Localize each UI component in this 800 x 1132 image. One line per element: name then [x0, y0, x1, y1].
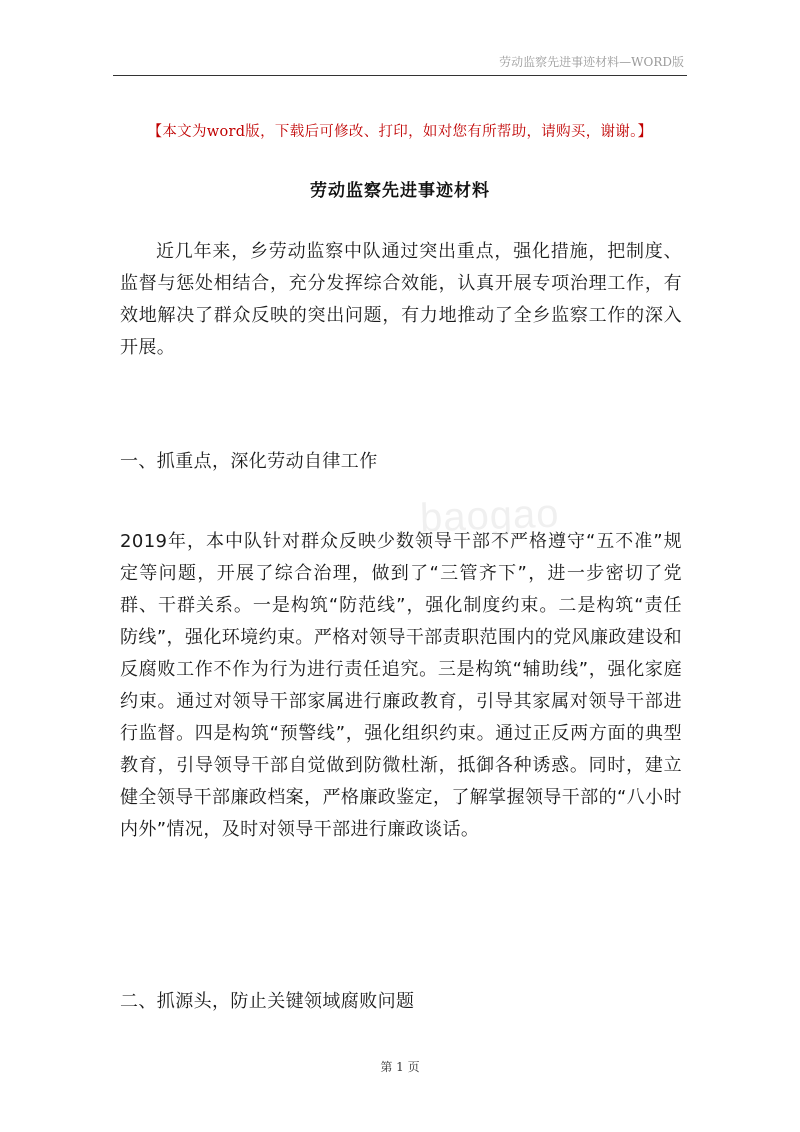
- header-divider: [113, 75, 687, 76]
- body-paragraph: 2019年，本中队针对群众反映少数领导干部不严格遵守“五不准”规定等问题，开展了综合治理，做到了“三管齐下”，进一步密切了党群、干群关系。一是构筑“防范线”，强化制度约束。二是构筑“责任防线”，强化环境约束。严格对领导干部责职范围内的党风廉政建设和反腐败工作不作为行为进行责任追究。三是构筑“辅助线”，强化家庭约束。通过对领导干部家属进行廉政教育，引导其家属对领导干部进行监督。四是构筑“预警线”，强化组织约束。通过正反两方面的典型教育，引导领导干部自觉做到防微杜渐，抵御各种诱惑。同时，建立健全领导干部廉政档案，严格廉政鉴定，了解掌握领导干部的“八小时内外”情况，及时对领导干部进行廉政谈话。: [120, 531, 682, 840]
- document-title: 劳动监察先进事迹材料: [310, 181, 490, 201]
- page-number: 第 1 页: [380, 1060, 420, 1074]
- watermark: baogao: [419, 491, 561, 541]
- download-notice: 【本文为word版，下载后可修改、打印，如对您有所帮助，请购买，谢谢。】: [147, 124, 653, 140]
- header-running-title: 劳动监察先进事迹材料—WORD版: [499, 55, 684, 69]
- section-heading-2: 二、抓源头，防止关键领域腐败问题: [120, 991, 415, 1012]
- section-heading-1: 一、抓重点，深化劳动自律工作: [120, 451, 378, 472]
- intro-paragraph: 近几年来，乡劳动监察中队通过突出重点，强化措施，把制度、监督与惩处相结合，充分发挥综合效能，认真开展专项治理工作，有效地解决了群众反映的突出问题，有力地推动了全乡监察工作的深入开展。: [120, 241, 682, 358]
